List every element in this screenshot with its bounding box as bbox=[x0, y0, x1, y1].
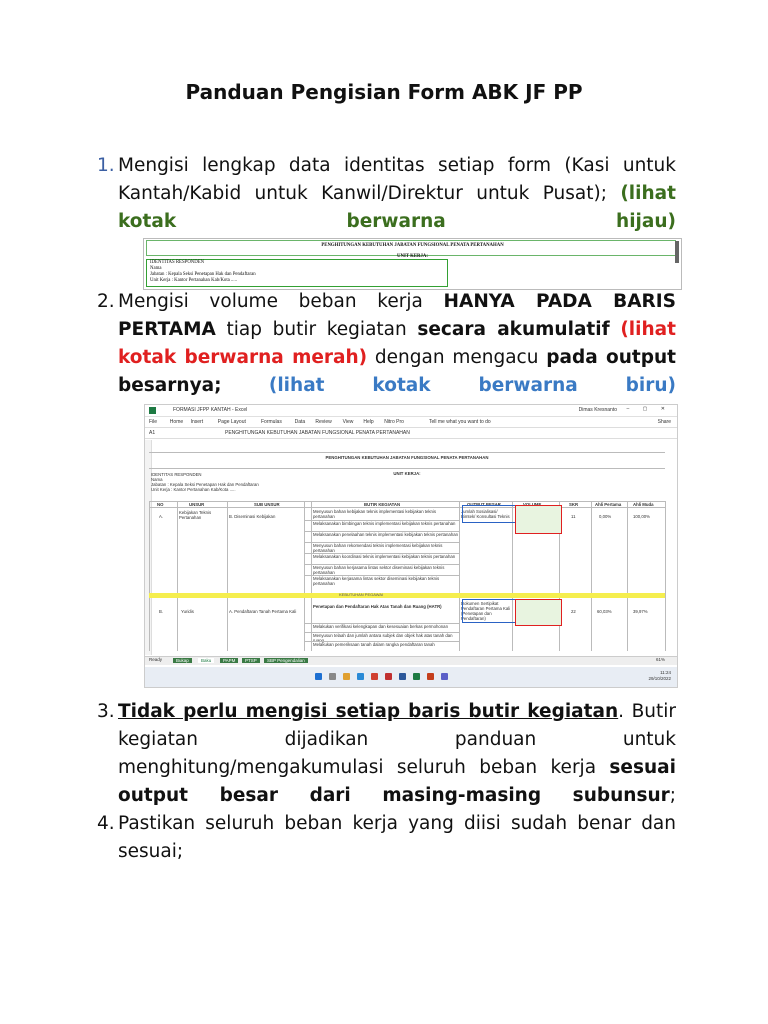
edge-icon[interactable] bbox=[357, 673, 364, 680]
item3-paragraph bbox=[118, 698, 676, 810]
jabatan-label: Jabatan : Kepala Seksi Penetapan Hak dan Pendaftaran bbox=[150, 272, 256, 277]
item2-red-note: (lihat kotak berwarna merah) bbox=[118, 319, 676, 368]
cell-ap-b: 60,03% bbox=[597, 609, 612, 614]
form-unit-label: UNIT KERJA: bbox=[397, 254, 428, 259]
sheet-tab[interactable]: Baku bbox=[198, 658, 214, 663]
item3-text-1: . Butir kegiatan dijadikan panduan untuk menghitung/mengakumulasi seluruh beban kerja bbox=[118, 701, 676, 778]
ribbon-tab[interactable]: Page Layout bbox=[217, 419, 246, 425]
ribbon-tab[interactable]: View bbox=[342, 419, 354, 425]
clock-time: 11:24 bbox=[660, 670, 671, 675]
excel-taskbar-icon[interactable] bbox=[413, 673, 420, 680]
start-icon[interactable] bbox=[315, 673, 322, 680]
cell-no-b: B. bbox=[159, 609, 164, 614]
sheet-tab[interactable]: SBP Pengendalian bbox=[264, 658, 308, 663]
nama-label: Nama bbox=[150, 266, 162, 271]
ribbon-tab[interactable]: Data bbox=[294, 419, 306, 425]
excel-ribbon bbox=[145, 417, 677, 428]
ribbon-tab[interactable]: File bbox=[149, 419, 158, 425]
cell-butir-a: Menyusun bahan kebijakan teknis implementasi kebijakan teknis pertanahan bbox=[313, 509, 437, 519]
item1-text: Mengisi lengkap data identitas setiap form (Kasi untuk Kantah/Kabid untuk Kanwil/Direktur untuk Pusat); bbox=[118, 155, 676, 204]
chrome-icon[interactable] bbox=[371, 673, 378, 680]
butir-row: Menyusun telaah dan jumlah antara subjek dan objek hak atas tanah dan ruang bbox=[313, 633, 453, 643]
ribbon-tab[interactable]: Help bbox=[363, 419, 374, 425]
item3-text-2: ; bbox=[669, 785, 676, 806]
excel-title-bar bbox=[145, 405, 677, 417]
window-controls-icon: – ▢ ✕ bbox=[626, 406, 671, 412]
zoom-level: 61% bbox=[655, 657, 665, 662]
butir-row: Melaksanakan penelaahan teknis implementasi kebijakan teknis pertanahan bbox=[313, 532, 458, 537]
col-header-butir: BUTIR KEGIATAN bbox=[364, 502, 401, 507]
cell-am-b: 39,97% bbox=[633, 609, 648, 614]
excel-icon bbox=[149, 407, 156, 414]
excel-screenshot bbox=[144, 404, 678, 688]
cell-unsur-b: Yuridis bbox=[181, 609, 194, 614]
butir-row: Melaksanakan koordinasi teknis implementasi kebijakan teknis pertanahan bbox=[313, 554, 456, 559]
butir-row: Menyusun bahan kerjasama lintas sektor diseminasi kebijakan teknis pertanahan bbox=[313, 565, 445, 575]
red-box-volume-a bbox=[515, 505, 562, 534]
kebutuhan-label: KEBUTUHAN PEGAWAI bbox=[339, 592, 384, 597]
cell-unsur-a: Kebijakan Teknis Pertanahan bbox=[179, 510, 212, 520]
sheet-tabs bbox=[145, 656, 677, 665]
ribbon-tab[interactable]: Insert bbox=[190, 419, 204, 425]
cell-skr-a: 11 bbox=[571, 514, 576, 519]
list-number: 3. bbox=[97, 701, 115, 722]
powerpoint-icon[interactable] bbox=[427, 673, 434, 680]
tell-me-search[interactable]: Tell me what you want to do bbox=[429, 419, 491, 425]
page-title: Panduan Pengisian Form ABK JF PP bbox=[185, 80, 583, 104]
item2-bold-2: secara akumulatif bbox=[417, 319, 610, 340]
butir-row: Melaksanakan kerjasama lintas sektor diseminasi kebijakan teknis pertanahan bbox=[313, 576, 440, 586]
list-item-3 bbox=[97, 698, 676, 810]
kebutuhan-row bbox=[149, 593, 665, 598]
scrollbar bbox=[675, 241, 679, 263]
cell-output-a: Jumlah Sosialisasi/ Bimtek/ Konsultasi Teknis bbox=[461, 509, 510, 519]
status-text: Ready bbox=[149, 657, 163, 662]
spreadsheet bbox=[145, 440, 677, 655]
blue-box-output-b bbox=[462, 599, 516, 623]
sheet-tab[interactable]: Bukap bbox=[173, 658, 192, 663]
green-box bbox=[146, 259, 448, 287]
identity-form-screenshot bbox=[143, 238, 682, 290]
butir-row: Melakukan pemeriksaan tanah dalam rangka pendaftaran tanah bbox=[313, 642, 435, 647]
ribbon-tab[interactable]: Formulas bbox=[261, 419, 282, 425]
blue-box-output-a bbox=[462, 505, 516, 523]
clock bbox=[648, 670, 671, 682]
formula-text: PENGHITUNGAN KEBUTUHAN JABATAN FUNGSIONAL PENATA PERTANAHAN bbox=[225, 430, 410, 436]
folder-icon[interactable] bbox=[343, 673, 350, 680]
sheet-nama: Nama bbox=[151, 477, 163, 482]
clock-date: 29/10/2022 bbox=[648, 676, 671, 681]
ribbon-tab[interactable]: Home bbox=[169, 419, 184, 425]
list-number: 1. bbox=[97, 155, 115, 176]
butir-row: Melaksanakan bimbingan teknis implementasi kebijakan teknis pertanahan bbox=[313, 521, 456, 526]
search-icon[interactable] bbox=[329, 673, 336, 680]
cell-ap-a: 0,00% bbox=[599, 514, 612, 519]
sheet-jabatan: Jabatan : Kepala Seksi Penetapan Hak dan Pendaftaran bbox=[151, 482, 259, 487]
sheet-responden: IDENTITAS RESPONDEN bbox=[151, 472, 202, 477]
list-item-2 bbox=[97, 288, 676, 400]
sheet-tab[interactable]: PTSP bbox=[242, 658, 260, 663]
cell-output-b: Dokumen Sertipikat Pendaftaran Pertama Kali (Penetapan dan Pendaftaran) bbox=[461, 601, 511, 621]
col-header-no: NO bbox=[157, 502, 164, 507]
butir-row: Menyusun bahan rekomendasi teknis implementasi kebijakan teknis pertanahan bbox=[313, 543, 443, 553]
formula-bar bbox=[145, 428, 677, 439]
excel-user: Dimas Kresnanto bbox=[578, 407, 617, 413]
unit-kerja-label: Unit Kerja : Kantor Pertanahan Kab/Kota ..... bbox=[150, 278, 237, 283]
item2-text-2: tiap butir kegiatan bbox=[226, 319, 407, 340]
item3-bold: sesuai output besar dari masing-masing subunsur bbox=[118, 757, 676, 806]
butir-row: Melakukan verifikasi kelengkapan dan kesesuaian berkas permohonan bbox=[313, 624, 448, 629]
item2-bold-3: pada output besarnya; bbox=[118, 347, 676, 396]
item1-green-note: (lihat kotak berwarna hijau) bbox=[118, 183, 676, 232]
cell-sub-a: B. Diseminasi Kebijakan bbox=[229, 514, 276, 519]
col-header-sub-unsur: SUB UNSUR bbox=[254, 502, 280, 507]
share-button[interactable]: Share bbox=[657, 419, 671, 425]
item2-text-1: Mengisi volume beban kerja bbox=[118, 291, 423, 312]
sheet-tab[interactable]: PAPM bbox=[220, 658, 238, 663]
list-item-4 bbox=[97, 810, 676, 866]
sheet-unitkerja: Unit Kerja : Kantor Pertanahan Kab/Kota ..... bbox=[151, 487, 236, 492]
item2-bold-1: HANYA PADA BARIS PERTAMA bbox=[118, 291, 676, 340]
form-title: PENGHITUNGAN KEBUTUHAN JABATAN FUNGSIONAL PENATA PERTANAHAN bbox=[321, 243, 504, 248]
list-number: 4. bbox=[97, 813, 115, 834]
col-header-output: OUTPUT BESAR bbox=[467, 502, 501, 507]
ribbon-tab[interactable]: Review bbox=[315, 419, 332, 425]
item4-paragraph: Pastikan seluruh beban kerja yang diisi sudah benar dan sesuai; bbox=[118, 813, 676, 862]
col-header-ahli-pertama: Ahli Pertama bbox=[595, 502, 622, 507]
cell-butir-b: Penetapan dan Pendaftaran Hak Atas Tanah dan Ruang (HATR) bbox=[313, 604, 442, 609]
list-item-1 bbox=[97, 152, 676, 236]
word-icon[interactable] bbox=[399, 673, 406, 680]
item2-blue-note: (lihat kotak berwarna biru) bbox=[268, 375, 676, 396]
cell-sub-b: A. Pendaftaran Tanah Pertama Kali bbox=[229, 609, 297, 614]
list-number: 2. bbox=[97, 291, 115, 312]
responden-label: IDENTITAS RESPONDEN bbox=[150, 260, 205, 265]
sheet-title: PENGHITUNGAN KEBUTUHAN JABATAN FUNGSIONAL PENATA PERTANAHAN bbox=[325, 455, 489, 460]
excel-filename: FORMASI JFPP KANTAH - Excel bbox=[173, 407, 248, 413]
sheet-unit: UNIT KERJA: bbox=[393, 471, 421, 476]
item2-text-3: dengan mengacu bbox=[374, 347, 539, 368]
col-header-ahli-muda: Ahli Muda bbox=[633, 502, 654, 507]
ribbon-tab[interactable]: Nitro Pro bbox=[384, 419, 404, 425]
col-header-unsur: UNSUR bbox=[189, 502, 205, 507]
item3-underlined: Tidak perlu mengisi setiap baris butir kegiatan bbox=[118, 701, 619, 722]
red-box-volume-b bbox=[515, 599, 562, 626]
cell-no-a: A. bbox=[159, 514, 164, 519]
teams-icon[interactable] bbox=[441, 673, 448, 680]
cell-am-a: 100,00% bbox=[633, 514, 650, 519]
cell-skr-b: 22 bbox=[571, 609, 576, 614]
pdf-icon[interactable] bbox=[385, 673, 392, 680]
cell-reference: A1 bbox=[149, 430, 156, 436]
col-header-skr: SKR bbox=[569, 502, 579, 507]
